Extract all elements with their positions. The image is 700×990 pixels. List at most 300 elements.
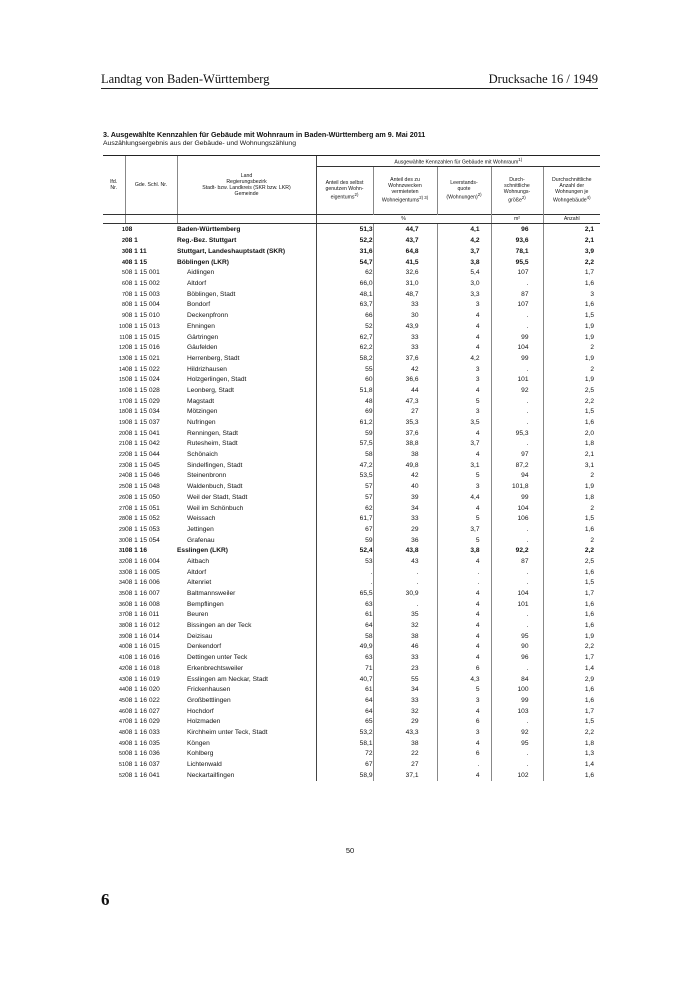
cell-row-number: 12 <box>119 345 125 352</box>
cell-rented-share: 22 <box>373 749 437 760</box>
cell-rented-share: 44 <box>373 386 437 397</box>
cell-vacancy-rate: 4 <box>437 332 491 343</box>
cell-owner-occupied-share: 58,9 <box>316 770 373 781</box>
cell-vacancy-rate: 4,3 <box>437 674 491 685</box>
cell-region-name: Denkendorf <box>187 643 222 651</box>
cell-rented-share: 33 <box>373 653 437 664</box>
cell-vacancy-rate: 4 <box>437 386 491 397</box>
table-row <box>103 610 600 621</box>
cell-rented-share: . <box>373 599 437 610</box>
table-row <box>103 279 600 290</box>
cell-row-number: 24 <box>119 473 125 480</box>
cell-rented-share: 36 <box>373 535 437 546</box>
cell-rented-share: 33 <box>373 343 437 354</box>
cell-avg-dwelling-size: 101 <box>491 375 543 386</box>
cell-row-number: 50 <box>119 751 125 758</box>
table-row <box>103 493 600 504</box>
cell-avg-dwellings-per-building: 2 <box>543 364 600 375</box>
table-row <box>103 589 600 600</box>
cell-rented-share: 31,0 <box>373 279 437 290</box>
cell-avg-dwelling-size: . <box>491 311 543 322</box>
cell-rented-share: 32 <box>373 706 437 717</box>
cell-municipality-key: 08 1 15 034 <box>125 408 160 416</box>
cell-municipality-key: 08 1 15 004 <box>125 301 160 309</box>
cell-vacancy-rate: 3 <box>437 364 491 375</box>
cell-vacancy-rate: 4 <box>437 631 491 642</box>
cell-rented-share: 38 <box>373 631 437 642</box>
cell-owner-occupied-share: 59 <box>316 535 373 546</box>
cell-owner-occupied-share: 47,2 <box>316 460 373 471</box>
cell-region-name: Holzgerlingen, Stadt <box>187 376 247 384</box>
cell-region-name: Kirchheim unter Teck, Stadt <box>187 728 268 736</box>
cell-municipality-key: 08 1 16 027 <box>125 707 160 715</box>
cell-row-number: 16 <box>119 387 125 394</box>
cell-row-number: 43 <box>119 676 125 683</box>
cell-avg-dwelling-size: . <box>491 322 543 333</box>
table-row <box>103 525 600 536</box>
cell-region-name: Holzmaden <box>187 718 221 726</box>
table-row <box>103 300 600 311</box>
cell-rented-share: 34 <box>373 503 437 514</box>
cell-region-name: Hochdorf <box>187 707 214 715</box>
cell-owner-occupied-share: 58 <box>316 631 373 642</box>
cell-avg-dwellings-per-building: 1,9 <box>543 631 600 642</box>
cell-avg-dwellings-per-building: 3 <box>543 289 600 300</box>
cell-municipality-key: 08 1 15 053 <box>125 525 160 533</box>
table-row <box>103 696 600 707</box>
cell-region-name: Baltmannsweiler <box>187 590 236 598</box>
cell-avg-dwellings-per-building: 2,9 <box>543 674 600 685</box>
cell-municipality-key: 08 1 15 001 <box>125 269 160 277</box>
cell-vacancy-rate: 4 <box>437 450 491 461</box>
table-row <box>103 738 600 749</box>
table-row <box>103 343 600 354</box>
cell-vacancy-rate: 3,0 <box>437 279 491 290</box>
cell-vacancy-rate: 3,7 <box>437 247 491 258</box>
cell-rented-share: 32 <box>373 621 437 632</box>
cell-owner-occupied-share: 60 <box>316 375 373 386</box>
cell-municipality-key: 08 1 16 007 <box>125 590 160 598</box>
cell-avg-dwelling-size: . <box>491 664 543 675</box>
cell-row-number: 1 <box>122 227 125 233</box>
cell-avg-dwelling-size: . <box>491 749 543 760</box>
cell-avg-dwellings-per-building: 1,6 <box>543 300 600 311</box>
cell-region-name: Aitbach <box>187 557 209 565</box>
cell-municipality-key: 08 1 16 016 <box>125 654 160 662</box>
cell-owner-occupied-share: 49,9 <box>316 642 373 653</box>
cell-rented-share: 41,5 <box>373 257 437 268</box>
cell-rented-share: 34 <box>373 685 437 696</box>
cell-municipality-key: 08 1 15 028 <box>125 386 160 394</box>
cell-avg-dwellings-per-building: 2 <box>543 535 600 546</box>
cell-avg-dwellings-per-building: 1,6 <box>543 696 600 707</box>
cell-municipality-key: 08 1 11 <box>125 248 147 256</box>
cell-row-number: 9 <box>122 313 125 320</box>
cell-row-number: 46 <box>119 708 125 715</box>
table-row <box>103 631 600 642</box>
cell-avg-dwellings-per-building: 2,1 <box>543 236 600 247</box>
cell-row-number: 41 <box>119 655 125 662</box>
cell-region-name: Dettingen unter Teck <box>187 654 248 662</box>
cell-municipality-key: 08 1 15 037 <box>125 419 160 427</box>
cell-rented-share: 48,7 <box>373 289 437 300</box>
table-row <box>103 535 600 546</box>
table-row <box>103 706 600 717</box>
cell-municipality-key: 08 1 15 002 <box>125 280 160 288</box>
cell-row-number: 32 <box>119 558 125 565</box>
cell-row-number: 51 <box>119 762 125 769</box>
cell-vacancy-rate: 4 <box>437 621 491 632</box>
cell-rented-share: 49,8 <box>373 460 437 471</box>
cell-vacancy-rate: 3,1 <box>437 460 491 471</box>
table-title: 3. Ausgewählte Kennzahlen für Gebäude mit Wohnraum in Baden-Württemberg am 9. Mai 2011 <box>103 130 426 139</box>
cell-row-number: 17 <box>119 398 125 405</box>
cell-municipality-key: 08 1 15 029 <box>125 397 160 405</box>
cell-vacancy-rate: 5 <box>437 535 491 546</box>
cell-region-name: Köngen <box>187 739 210 747</box>
cell-municipality-key: 08 1 16 019 <box>125 675 160 683</box>
cell-vacancy-rate: 6 <box>437 749 491 760</box>
cell-avg-dwellings-per-building: 1,7 <box>543 706 600 717</box>
table-row <box>103 332 600 343</box>
table-row <box>103 247 600 258</box>
cell-avg-dwellings-per-building: 1,9 <box>543 354 600 365</box>
cell-avg-dwelling-size: 96 <box>491 224 543 237</box>
cell-avg-dwelling-size: 102 <box>491 770 543 781</box>
cell-vacancy-rate: 3,8 <box>437 546 491 557</box>
cell-region-name: Großbettlingen <box>187 696 231 704</box>
cell-region-name: Bempflingen <box>187 600 224 608</box>
cell-region-name: Böblingen (LKR) <box>177 258 230 266</box>
cell-avg-dwellings-per-building: 2,1 <box>543 224 600 237</box>
cell-region-name: Frickenhausen <box>187 686 231 694</box>
cell-owner-occupied-share: 67 <box>316 525 373 536</box>
cell-vacancy-rate: 4 <box>437 770 491 781</box>
cell-avg-dwelling-size: 95,5 <box>491 257 543 268</box>
cell-avg-dwelling-size: 107 <box>491 268 543 279</box>
cell-avg-dwelling-size: . <box>491 578 543 589</box>
cell-avg-dwelling-size: 87 <box>491 557 543 568</box>
cell-region-name: Waldenbuch, Stadt <box>187 483 243 491</box>
cell-rented-share: 37,1 <box>373 770 437 781</box>
cell-avg-dwellings-per-building: 1,6 <box>543 599 600 610</box>
col-group-header: Ausgewählte Kennzahlen für Gebäude mit Wohnraum$^{1)}$ <box>316 156 600 167</box>
cell-municipality-key: 08 1 15 003 <box>125 290 160 298</box>
cell-municipality-key: 08 1 15 052 <box>125 515 160 523</box>
cell-rented-share: 42 <box>373 471 437 482</box>
cell-row-number: 10 <box>119 323 125 330</box>
table-row <box>103 386 600 397</box>
cell-municipality-key: 08 1 15 016 <box>125 344 160 352</box>
cell-avg-dwelling-size: 106 <box>491 514 543 525</box>
cell-region-name: Sindelfingen, Stadt <box>187 461 243 469</box>
cell-municipality-key: 08 1 15 015 <box>125 333 160 341</box>
cell-vacancy-rate: 3,3 <box>437 289 491 300</box>
cell-region-name: Magstadt <box>187 397 215 405</box>
cell-owner-occupied-share: 62,2 <box>316 343 373 354</box>
cell-rented-share: 43,3 <box>373 728 437 739</box>
cell-owner-occupied-share: 61 <box>316 685 373 696</box>
cell-municipality-key: 08 1 15 010 <box>125 312 160 320</box>
cell-avg-dwellings-per-building: 2,2 <box>543 257 600 268</box>
cell-avg-dwellings-per-building: 2,1 <box>543 450 600 461</box>
cell-region-name: Reg.-Bez. Stuttgart <box>177 237 237 245</box>
cell-municipality-key: 08 1 15 045 <box>125 461 160 469</box>
cell-owner-occupied-share: 64 <box>316 621 373 632</box>
table-row <box>103 450 600 461</box>
cell-avg-dwelling-size: 101,8 <box>491 482 543 493</box>
col-lfd-nr: lfd. Nr. <box>103 156 125 215</box>
table-row <box>103 396 600 407</box>
cell-municipality-key: 08 1 15 013 <box>125 322 160 330</box>
cell-region-name: Altdorf <box>187 280 207 288</box>
statistics-sheet <box>103 130 600 781</box>
cell-municipality-key: 08 1 16 036 <box>125 750 160 758</box>
cell-avg-dwellings-per-building: 1,6 <box>543 525 600 536</box>
cell-row-number: 5 <box>122 270 125 277</box>
cell-avg-dwellings-per-building: 2,2 <box>543 396 600 407</box>
cell-row-number: 48 <box>119 729 125 736</box>
col-vacancy-rate: Leerstands- quote (Wohnungen)$^{2)}$ <box>437 167 491 215</box>
cell-row-number: 3 <box>122 249 125 256</box>
cell-avg-dwellings-per-building: 1,6 <box>543 621 600 632</box>
cell-avg-dwelling-size: . <box>491 525 543 536</box>
cell-municipality-key: 08 1 15 021 <box>125 354 160 362</box>
cell-row-number: 30 <box>119 537 125 544</box>
cell-rented-share: 37,6 <box>373 354 437 365</box>
table-row <box>103 471 600 482</box>
cell-rented-share: 36,6 <box>373 375 437 386</box>
table-row <box>103 257 600 268</box>
cell-avg-dwelling-size: . <box>491 396 543 407</box>
table-row <box>103 289 600 300</box>
col-gde-schl-nr: Gde. Schl. Nr. <box>125 156 177 215</box>
table-row <box>103 428 600 439</box>
table-row <box>103 749 600 760</box>
cell-municipality-key: 08 1 16 037 <box>125 761 160 769</box>
cell-municipality-key: 08 1 16 029 <box>125 718 160 726</box>
cell-owner-occupied-share: 61,2 <box>316 418 373 429</box>
cell-vacancy-rate: 4 <box>437 503 491 514</box>
cell-region-name: Jettingen <box>187 525 214 533</box>
cell-owner-occupied-share: 67 <box>316 760 373 771</box>
cell-row-number: 44 <box>119 687 125 694</box>
table-row <box>103 322 600 333</box>
cell-avg-dwelling-size: 96 <box>491 653 543 664</box>
cell-avg-dwellings-per-building: 1,3 <box>543 749 600 760</box>
cell-municipality-key: 08 1 16 005 <box>125 568 160 576</box>
cell-rented-share: 43,7 <box>373 236 437 247</box>
table-row <box>103 567 600 578</box>
cell-region-name: Deckenpfronn <box>187 312 229 320</box>
cell-row-number: 22 <box>119 452 125 459</box>
cell-avg-dwellings-per-building: 1,9 <box>543 482 600 493</box>
cell-municipality-key: 08 1 15 022 <box>125 365 160 373</box>
cell-avg-dwelling-size: 93,6 <box>491 236 543 247</box>
cell-avg-dwelling-size: . <box>491 760 543 771</box>
cell-municipality-key: 08 1 15 024 <box>125 376 160 384</box>
cell-owner-occupied-share: 66 <box>316 311 373 322</box>
page-header <box>101 72 598 89</box>
cell-avg-dwelling-size: . <box>491 535 543 546</box>
cell-row-number: 7 <box>122 291 125 298</box>
cell-avg-dwellings-per-building: 1,9 <box>543 322 600 333</box>
cell-region-name: Beuren <box>187 611 209 619</box>
cell-vacancy-rate: 4 <box>437 589 491 600</box>
cell-owner-occupied-share: 64 <box>316 696 373 707</box>
cell-municipality-key: 08 1 16 004 <box>125 557 160 565</box>
table-row <box>103 760 600 771</box>
cell-avg-dwelling-size: . <box>491 567 543 578</box>
cell-avg-dwellings-per-building: 1,9 <box>543 332 600 343</box>
cell-vacancy-rate: . <box>437 578 491 589</box>
cell-owner-occupied-share: 58,1 <box>316 738 373 749</box>
cell-owner-occupied-share: 62,7 <box>316 332 373 343</box>
cell-vacancy-rate: 3 <box>437 482 491 493</box>
cell-avg-dwellings-per-building: 2,0 <box>543 428 600 439</box>
cell-vacancy-rate: 3 <box>437 696 491 707</box>
table-row <box>103 503 600 514</box>
cell-row-number: 45 <box>119 697 125 704</box>
cell-owner-occupied-share: . <box>316 567 373 578</box>
cell-owner-occupied-share: 66,0 <box>316 279 373 290</box>
cell-avg-dwellings-per-building: 1,6 <box>543 610 600 621</box>
cell-region-name: Aidlingen <box>187 269 215 277</box>
cell-municipality-key: 08 1 15 054 <box>125 536 160 544</box>
cell-vacancy-rate: 5 <box>437 471 491 482</box>
cell-owner-occupied-share: 51,3 <box>316 224 373 237</box>
cell-owner-occupied-share: 48,1 <box>316 289 373 300</box>
cell-owner-occupied-share: 63 <box>316 599 373 610</box>
table-row <box>103 685 600 696</box>
cell-rented-share: 39 <box>373 493 437 504</box>
table-row <box>103 375 600 386</box>
table-row <box>103 674 600 685</box>
table-row <box>103 728 600 739</box>
cell-rented-share: 32,6 <box>373 268 437 279</box>
cell-owner-occupied-share: 71 <box>316 664 373 675</box>
cell-avg-dwellings-per-building: 1,5 <box>543 514 600 525</box>
cell-owner-occupied-share: 53,2 <box>316 728 373 739</box>
cell-row-number: 49 <box>119 740 125 747</box>
cell-owner-occupied-share: 63,7 <box>316 300 373 311</box>
cell-municipality-key: 08 1 16 014 <box>125 632 160 640</box>
cell-avg-dwellings-per-building: 1,7 <box>543 653 600 664</box>
cell-avg-dwellings-per-building: 2,2 <box>543 546 600 557</box>
page-number: 50 <box>345 846 355 855</box>
cell-region-name: Bondorf <box>187 301 211 309</box>
cell-region-name: Bissingen an der Teck <box>187 622 252 630</box>
cell-avg-dwelling-size: 92 <box>491 728 543 739</box>
cell-owner-occupied-share: 62 <box>316 503 373 514</box>
cell-region-name: Renningen, Stadt <box>187 429 238 437</box>
cell-avg-dwelling-size: . <box>491 407 543 418</box>
cell-vacancy-rate: 4,2 <box>437 236 491 247</box>
cell-avg-dwellings-per-building: 1,5 <box>543 311 600 322</box>
cell-avg-dwelling-size: 95,3 <box>491 428 543 439</box>
cell-region-name: Grafenau <box>187 536 215 544</box>
cell-avg-dwellings-per-building: 1,8 <box>543 439 600 450</box>
cell-avg-dwellings-per-building: 1,9 <box>543 375 600 386</box>
cell-rented-share: 29 <box>373 525 437 536</box>
cell-municipality-key: 08 1 15 050 <box>125 493 160 501</box>
cell-vacancy-rate: 3,5 <box>437 418 491 429</box>
col-avg-dwelling-size: Durch- schnittliche Wohnungs- größe$^{2)}$ <box>491 167 543 215</box>
col-owner-occupied-share: Anteil des selbst genutzen Wohn- eigentums$^{2)}$ <box>316 167 373 215</box>
cell-vacancy-rate: 5 <box>437 514 491 525</box>
cell-rented-share: 43,8 <box>373 546 437 557</box>
cell-owner-occupied-share: 64 <box>316 706 373 717</box>
cell-vacancy-rate: 6 <box>437 664 491 675</box>
cell-municipality-key: 08 1 15 044 <box>125 451 160 459</box>
cell-municipality-key: 08 1 16 008 <box>125 600 160 608</box>
cell-vacancy-rate: 4 <box>437 311 491 322</box>
cell-avg-dwelling-size: 101 <box>491 599 543 610</box>
cell-avg-dwellings-per-building: 1,4 <box>543 664 600 675</box>
cell-owner-occupied-share: 52,2 <box>316 236 373 247</box>
cell-municipality-key: 08 1 16 018 <box>125 664 160 672</box>
cell-rented-share: 33 <box>373 300 437 311</box>
table-row <box>103 311 600 322</box>
cell-row-number: 37 <box>119 612 125 619</box>
cell-region-name: Rutesheim, Stadt <box>187 440 238 448</box>
cell-region-name: Schönaich <box>187 451 218 459</box>
cell-vacancy-rate: 3,7 <box>437 525 491 536</box>
cell-row-number: 19 <box>119 420 125 427</box>
cell-avg-dwellings-per-building: 1,7 <box>543 589 600 600</box>
cell-rented-share: 35,3 <box>373 418 437 429</box>
cell-avg-dwelling-size: . <box>491 439 543 450</box>
cell-region-name: Neckartailfingen <box>187 771 235 779</box>
cell-owner-occupied-share: 72 <box>316 749 373 760</box>
cell-owner-occupied-share: 62 <box>316 268 373 279</box>
cell-rented-share: 29 <box>373 717 437 728</box>
cell-vacancy-rate: 4,1 <box>437 224 491 237</box>
cell-avg-dwellings-per-building: 1,6 <box>543 567 600 578</box>
cell-avg-dwellings-per-building: 1,5 <box>543 717 600 728</box>
cell-vacancy-rate: 4 <box>437 557 491 568</box>
table-row <box>103 364 600 375</box>
cell-avg-dwelling-size: 100 <box>491 685 543 696</box>
table-row <box>103 439 600 450</box>
cell-owner-occupied-share: 61 <box>316 610 373 621</box>
cell-owner-occupied-share: 65 <box>316 717 373 728</box>
cell-avg-dwelling-size: 92 <box>491 386 543 397</box>
cell-avg-dwellings-per-building: 2 <box>543 503 600 514</box>
cell-row-number: 47 <box>119 719 125 726</box>
cell-avg-dwelling-size: . <box>491 621 543 632</box>
unit-percent: % <box>316 215 491 224</box>
cell-row-number: 26 <box>119 494 125 501</box>
table-row <box>103 224 600 237</box>
cell-region-name: Gärtringen <box>187 333 219 341</box>
cell-avg-dwellings-per-building: 2,2 <box>543 728 600 739</box>
sheet-number: 6 <box>101 890 110 909</box>
cell-vacancy-rate: 5 <box>437 396 491 407</box>
cell-vacancy-rate: . <box>437 567 491 578</box>
cell-owner-occupied-share: 31,6 <box>316 247 373 258</box>
cell-avg-dwelling-size: . <box>491 610 543 621</box>
cell-municipality-key: 08 <box>125 226 133 233</box>
cell-vacancy-rate: 4 <box>437 738 491 749</box>
table-row <box>103 354 600 365</box>
cell-rented-share: 35 <box>373 610 437 621</box>
cell-municipality-key: 08 1 15 048 <box>125 483 160 491</box>
cell-owner-occupied-share: 58,2 <box>316 354 373 365</box>
cell-row-number: 8 <box>122 302 125 309</box>
cell-rented-share: 40 <box>373 482 437 493</box>
cell-avg-dwelling-size: 94 <box>491 471 543 482</box>
